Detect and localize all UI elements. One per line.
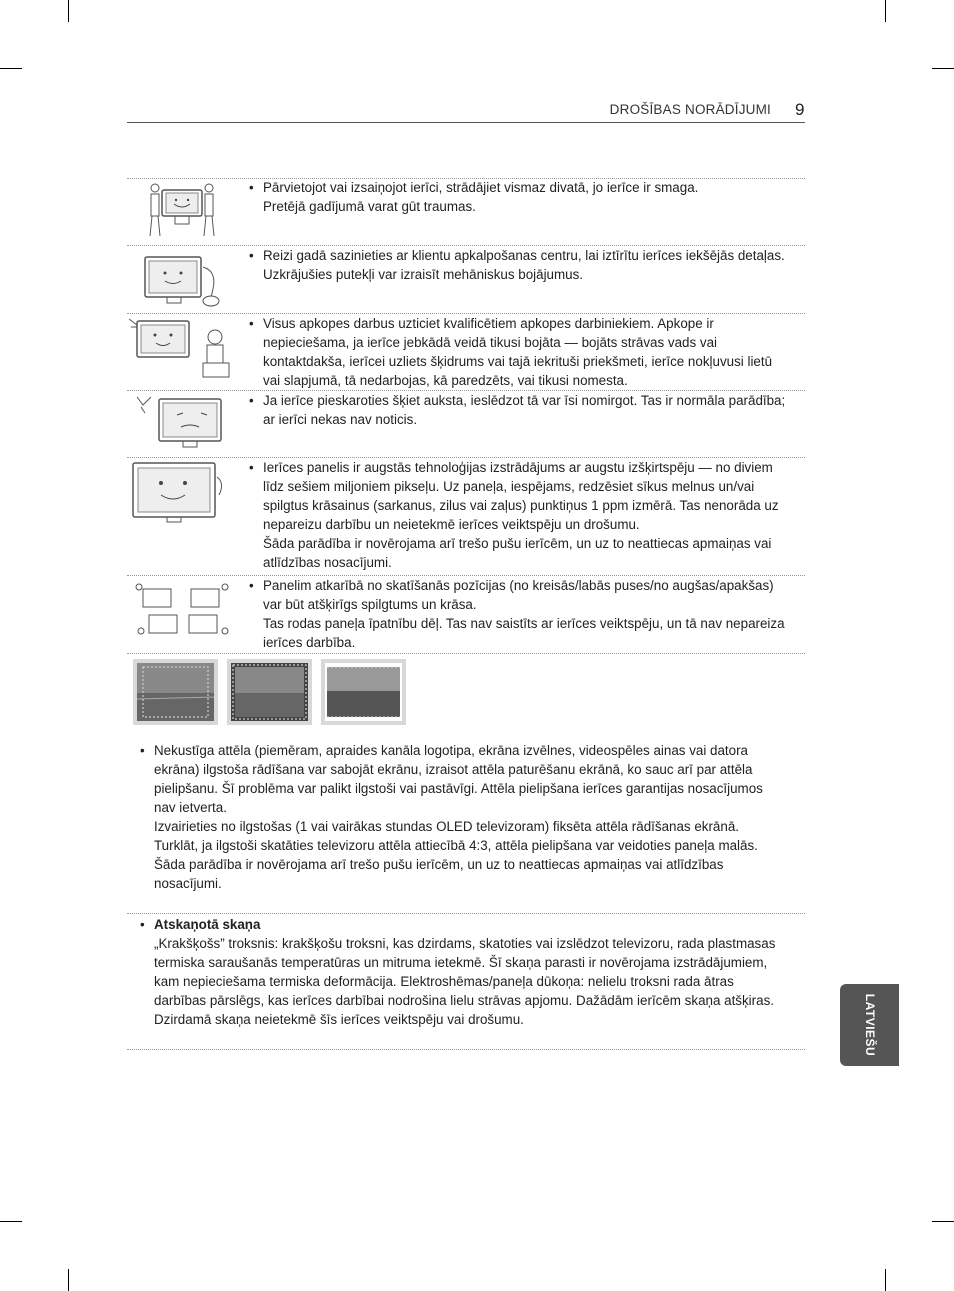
paragraph: • Nekustīga attēla (piemēram, apraides kanāla logotipa, ekrāna izvēlnes, videospēles ainas vai datora ekrāna) ilgstoša rādīšana var sabojāt ekrānu, izraisot attēla paturēšanu ekrānā, ko sauc arī par attēla pielipšanu. Šī problēma var palikt ilgstoši vai pastāvīgi. Attēla pielipšana ierīces garantijas nosacījumos nav ietverta. — [154, 743, 763, 815]
row-text — [249, 458, 789, 572]
bullet-item — [140, 741, 785, 893]
image-retention-notice — [140, 741, 785, 893]
image-retention-example-thumbnail — [321, 659, 406, 725]
crop-mark — [932, 68, 954, 69]
paragraph: • Ja ierīce pieskaroties šķiet auksta, ieslēdzot tā var īsi nomirgot. Tas ir normāla parādība; ar ierīci nekas nav noticis. — [263, 393, 786, 427]
crop-mark — [885, 1269, 886, 1291]
sound-heading: • Atskaņotā skaņa — [154, 917, 261, 932]
paragraph: Izvairieties no ilgstošas (1 vai vairākas stundas OLED televizoram) fiksēta attēla rādīšanas ekrānā. Turklāt, ja ilgstoši skatāties televizoru attēla attiecībā 4:3, attēla pielipšana var veidoties paneļa malās. — [154, 819, 758, 853]
row-divider — [127, 913, 805, 914]
section-title: DROŠĪBAS NORĀDĪJUMI — [609, 102, 771, 117]
paragraph: „Krakšķošs” troksnis: krakšķošu troksni, kas dzirdams, skatoties vai izslēdzot televizoru, rada plastmasas termiska saraušanās temperatūras un mitruma ietekmē. Šī skaņa parasti ir novērojama izstrādājumiem, kam nepieciešama termiska deformācija. Elektroshēmas/paneļa dūkoņa: nelielu troksni rada ātras darbības pārslēgs, kas ierīces darbībai nodrošina lielu strāvas apjomu. Dažādām ierīcēm skaņa atšķiras. — [154, 936, 776, 1008]
safety-row — [127, 575, 805, 653]
crop-mark — [0, 1221, 22, 1222]
paragraph: Tas rodas paneļa īpatnību dēļ. Tas nav saistīts ar ierīces veiktspēju, un tā nav nepareiza ierīces darbība. — [263, 616, 785, 650]
paragraph: • Reizi gadā sazinieties ar klientu apkalpošanas centru, lai iztīrītu ierīces iekšējās detaļas. — [263, 248, 785, 263]
language-tab — [840, 984, 899, 1066]
crop-mark — [68, 1269, 69, 1291]
safety-row — [127, 178, 805, 245]
language-tab-label: LATVIEŠU — [862, 993, 877, 1057]
bullet-item — [249, 178, 789, 216]
paragraph: Šāda parādība ir novērojama arī trešo pušu ierīcēm, un uz to neattiecas apmaiņas vai atlīdzības nosacījumi. — [154, 857, 724, 891]
safety-row — [127, 390, 805, 457]
row-text — [249, 178, 789, 216]
bullet-item — [140, 915, 785, 1029]
cold-tv-flicker-illustration — [131, 393, 231, 460]
image-retention-example-thumbnail — [227, 659, 312, 725]
row-text — [249, 246, 789, 284]
paragraph: Uzkrājušies putekļi var izraisīt mehāniskus bojājumus. — [263, 267, 584, 282]
crop-mark — [0, 68, 22, 69]
crop-mark — [932, 1221, 954, 1222]
service-technician-illustration — [127, 315, 239, 390]
row-text — [249, 314, 789, 390]
crop-mark — [885, 0, 886, 22]
tv-cleaning-illustration — [137, 249, 227, 314]
paragraph: Pretējā gadījumā varat gūt traumas. — [263, 199, 476, 214]
paragraph: • Pārvietojot vai izsaiņojot ierīci, strādājiet vismaz divatā, jo ierīce ir smaga. — [263, 180, 699, 195]
crop-mark — [68, 0, 69, 22]
bullet-item — [249, 391, 789, 429]
bullet-item — [249, 246, 789, 284]
paragraph: Šāda parādība ir novērojama arī trešo pušu ierīcēm, un uz to neattiecas apmaiņas vai atlīdzības nosacījumi. — [263, 536, 772, 570]
bullet-item — [249, 458, 789, 572]
image-retention-example-thumbnail — [133, 659, 218, 725]
safety-row — [127, 313, 805, 390]
paragraph: • Ierīces panelis ir augstās tehnoloģijas izstrādājums ar augstu izšķirtspēju — no diviem līdz sešiem miljoniem pikseļu. Uz paneļa, iespējams, redzēsiet sīkus melnus un/vai spilgtus krāsainus (sarkanus, zilus vai zaļus) punktiņus 1 ppm izmērā. Tas nenorāda uz nepareizu darbību un neietekmē ierīces veiktspēju un drošumu. — [263, 460, 779, 532]
sound-notice — [140, 915, 785, 1029]
row-text — [249, 391, 789, 429]
bullet-item — [249, 314, 789, 390]
bullet-item — [249, 576, 789, 652]
row-text — [249, 576, 789, 652]
viewing-angle-illustration — [135, 581, 231, 644]
header-rule — [127, 122, 805, 123]
pixel-dots-illustration — [131, 461, 231, 530]
safety-row — [127, 245, 805, 313]
paragraph: Dzirdamā skaņa neietekmē šīs ierīces veiktspēju vai drošumu. — [154, 1012, 524, 1027]
page-number: 9 — [795, 100, 805, 119]
paragraph: • Panelim atkarībā no skatīšanās pozīcijas (no kreisās/labās puses/no augšas/apakšas) var būt atšķirīgs spilgtums un krāsa. — [263, 578, 774, 612]
row-divider — [127, 1049, 805, 1050]
paragraph: • Visus apkopes darbus uzticiet kvalificētiem apkopes darbiniekiem. Apkope ir nepieciešama, ja ierīce jebkādā veidā tikusi bojāta — bojāts strāvas vads vai kontaktdakša, ierīcei uzliets šķidrums vai tajā iekrituši priekšmeti, ierīce nokļuvusi lietū vai slapjumā, tā nedarbojas, kā paredzēts, vai tikusi nomesta. — [263, 316, 773, 388]
row-divider — [127, 653, 805, 654]
safety-row — [127, 457, 805, 575]
two-people-carrying-tv-illustration — [147, 182, 217, 245]
